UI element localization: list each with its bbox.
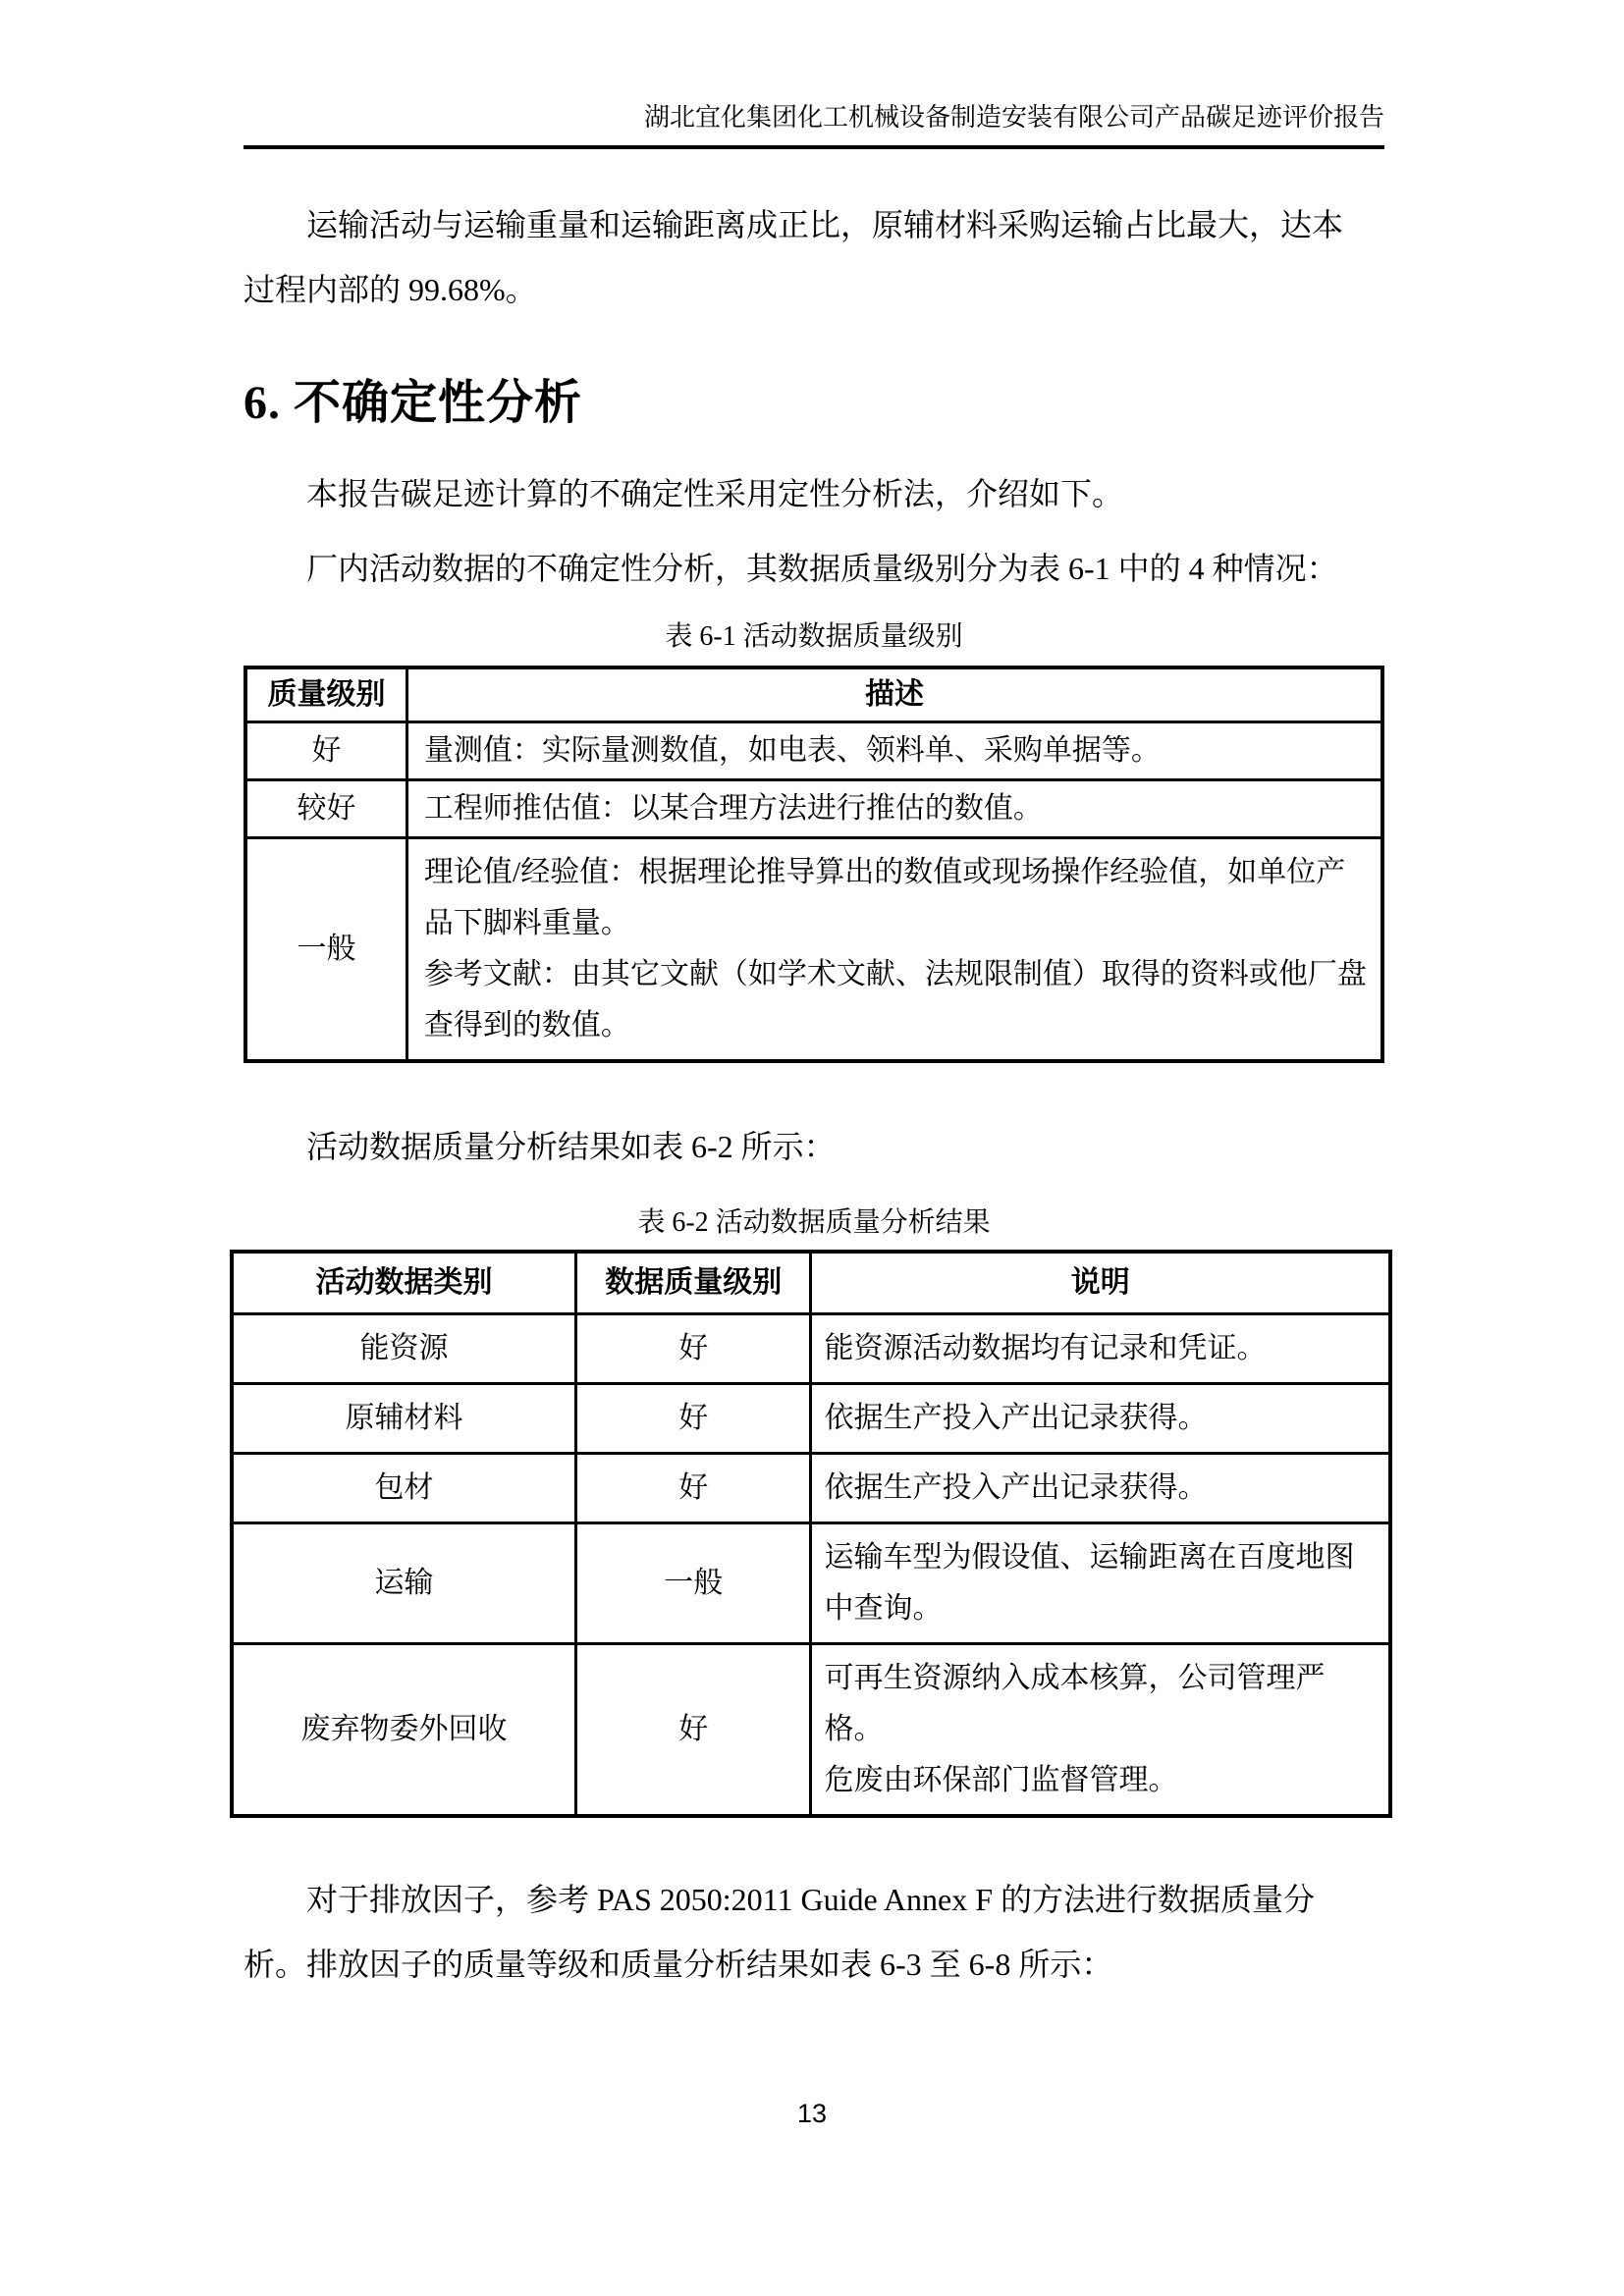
closing-line-1: 对于排放因子，参考 PAS 2050:2011 Guide Annex F 的方法进行数据质量分 [306, 1882, 1316, 1917]
activity-category-cell: 废弃物委外回收 [232, 1644, 575, 1817]
activity-category-cell: 原辅材料 [232, 1384, 575, 1454]
data-quality-cell: 好 [575, 1454, 811, 1523]
table-header-row [232, 1252, 1390, 1314]
quality-level-header: 质量级别 [245, 667, 406, 722]
description-cell: 工程师推估值：以某合理方法进行推估的数值。 [406, 780, 1382, 838]
quality-level-cell: 一般 [245, 838, 406, 1062]
quality-level-cell: 好 [245, 722, 406, 780]
table-row [245, 838, 1382, 1062]
note-cell: 依据生产投入产出记录获得。 [811, 1384, 1390, 1454]
description-header: 描述 [406, 667, 1382, 722]
activity-category-cell: 运输 [232, 1523, 575, 1644]
note-cell [811, 1644, 1390, 1817]
data-quality-cell: 一般 [575, 1523, 811, 1644]
note-header: 说明 [811, 1252, 1390, 1314]
data-quality-header: 数据质量级别 [575, 1252, 811, 1314]
description-entry-theoretical: 理论值/经验值：根据理论推导算出的数值或现场操作经验值，如单位产品下脚料重量。 [423, 856, 1346, 939]
page-header [244, 100, 1384, 149]
content-area [0, 100, 1624, 1997]
note-line-hazardous: 危废由环保部门监督管理。 [824, 1764, 1178, 1796]
table-row [232, 1384, 1390, 1454]
table-row [232, 1314, 1390, 1384]
table-row [232, 1454, 1390, 1523]
activity-category-cell: 能资源 [232, 1314, 575, 1384]
table-6-1 [244, 666, 1384, 1063]
description-entry-reference: 参考文献：由其它文献（如学术文献、法规限制值）取得的资料或他厂盘查得到的数值。 [423, 958, 1367, 1041]
data-quality-cell: 好 [575, 1644, 811, 1817]
header-title: 湖北宜化集团化工机械设备制造安装有限公司产品碳足迹评价报告 [643, 103, 1384, 132]
intro-line-2: 过程内部的 99.68%。 [244, 272, 537, 307]
intro-paragraph [244, 192, 1384, 322]
note-cell: 运输车型为假设值、运输距离在百度地图中查询。 [811, 1523, 1390, 1644]
note-line-recyclable: 可再生资源纳入成本核算，公司管理严格。 [824, 1662, 1326, 1745]
table-header-row [245, 667, 1382, 722]
table-row [245, 780, 1382, 838]
table-6-1-caption: 表 6-1 活动数据质量级别 [665, 621, 963, 652]
data-quality-cell: 好 [575, 1384, 811, 1454]
closing-paragraph [244, 1867, 1384, 1997]
method-paragraph: 本报告碳足迹计算的不确定性采用定性分析法，介绍如下。 [306, 476, 1124, 511]
intro-line-1: 运输活动与运输重量和运输距离成正比，原辅材料采购运输占比最大，达本 [306, 207, 1344, 242]
description-cell [406, 838, 1382, 1062]
section-heading: 6. 不确定性分析 [244, 377, 583, 429]
page-number: 13 [796, 2099, 828, 2128]
factory-data-paragraph: 厂内活动数据的不确定性分析，其数据质量级别分为表 6-1 中的 4 种情况： [306, 551, 1338, 586]
closing-line-2: 析。排放因子的质量等级和质量分析结果如表 6-3 至 6-8 所示： [244, 1947, 1113, 1982]
description-cell: 量测值：实际量测数值，如电表、领料单、采购单据等。 [406, 722, 1382, 780]
quality-level-cell: 较好 [245, 780, 406, 838]
table-row [232, 1523, 1390, 1644]
note-cell: 能资源活动数据均有记录和凭证。 [811, 1314, 1390, 1384]
activity-category-cell: 包材 [232, 1454, 575, 1523]
table-6-2-caption: 表 6-2 活动数据质量分析结果 [637, 1207, 991, 1238]
result-intro-paragraph: 活动数据质量分析结果如表 6-2 所示： [306, 1129, 836, 1164]
data-quality-cell: 好 [575, 1314, 811, 1384]
table-6-2 [230, 1250, 1392, 1818]
note-cell: 依据生产投入产出记录获得。 [811, 1454, 1390, 1523]
activity-category-header: 活动数据类别 [232, 1252, 575, 1314]
table-row [245, 722, 1382, 780]
table-row [232, 1644, 1390, 1817]
